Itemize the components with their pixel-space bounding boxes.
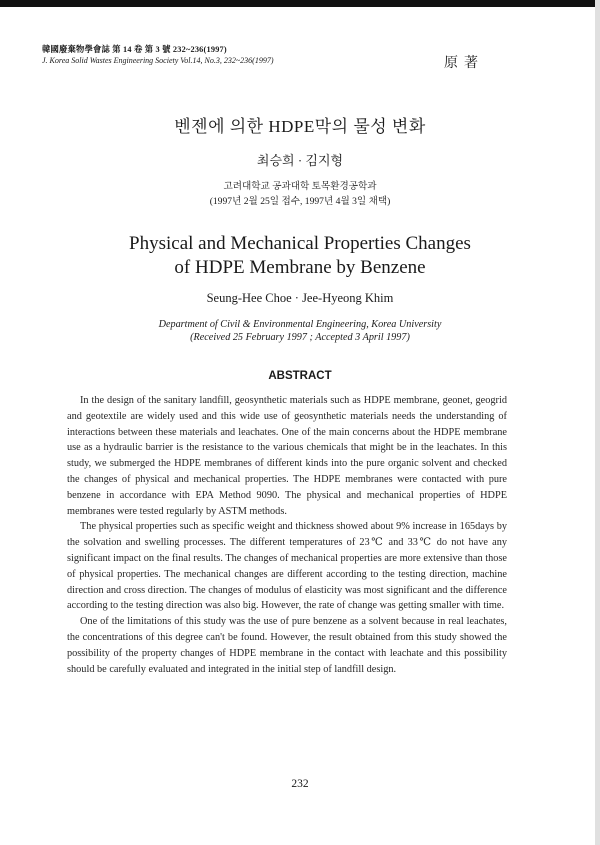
english-affiliation: Department of Civil & Environmental Engineering, Korea University [158,319,442,330]
scan-border-top [0,0,600,7]
english-title-line2: of HDPE Membrane by Benzene [174,257,426,278]
korean-title: 벤젠에 의한 HDPE막의 물성 변화 [174,117,426,136]
abstract-heading: ABSTRACT [268,370,332,382]
english-received: (Received 25 February 1997 ; Accepted 3 April 1997) [190,332,410,343]
abstract-paragraph: In the design of the sanitary landfill, geosynthetic materials such as HDPE membrane, geonet, geogrid and geotextile are widely used and this wide use of geosynthetic materials needs the understanding of interactions between these materials and leachates. One of the main concerns about the HDPE membrane use as a hydraulic barrier is the resistance to the various chemicals that might be in the leachates. In this study, we submerged the HDPE membranes of different kinds into the pure organic solvent and checked the changes of physical and mechanical properties. The HDPE membranes were contacted with pure benzene in accordance with EPA Method 9090. The physical and mechanical properties of HDPE membranes were tested regularly by ASTM methods. [67,395,507,517]
abstract-paragraph: One of the limitations of this study was the use of pure benzene as a solvent because in real leachates, the concentrations of this degree can't be found. However, the result obtained from this study showed the possibility of the property changes of HDPE membrane in the contact with leachate and this possibility should be carefully evaluated and integrated in the initial step of landfill design. [67,616,507,675]
english-title [0,232,600,280]
korean-authors: 최승희 · 김지형 [256,153,344,168]
abstract-paragraph: The physical properties such as specific weight and thickness showed about 9% increase in 165days by the solvation and swelling processes. The different temperatures of 23℃ and 33℃ do not have any significant impact on the final results. The changes of mechanical properties are more extensive than those of physical properties. The mechanical changes are different according to the testing direction, machine direction and cross direction. The changes of modulus of elasticity was most significant and the difference according to the testing direction was also big. However, the rate of change was getting smaller with time. [67,521,507,612]
korean-received: (1997년 2월 25일 접수, 1997년 4월 3일 채택) [209,196,391,207]
abstract-body [67,393,507,677]
page-number: 232 [291,778,309,790]
korean-affiliation: 고려대학교 공과대학 토목환경공학과 [223,181,377,192]
english-affiliation-block [0,318,600,344]
english-authors: Seung-Hee Choe · Jee-Hyeong Khim [206,291,394,305]
article-type: 原著 [444,56,484,71]
journal-korean: 韓國廢棄物學會誌 第 14 卷 第 3 號 232~236(1997) [42,45,227,54]
journal-english: J. Korea Solid Wastes Engineering Society Vol.14, No.3, 232~236(1997) [42,56,274,65]
journal-header [42,44,274,66]
english-title-line1: Physical and Mechanical Properties Changes [129,233,471,254]
